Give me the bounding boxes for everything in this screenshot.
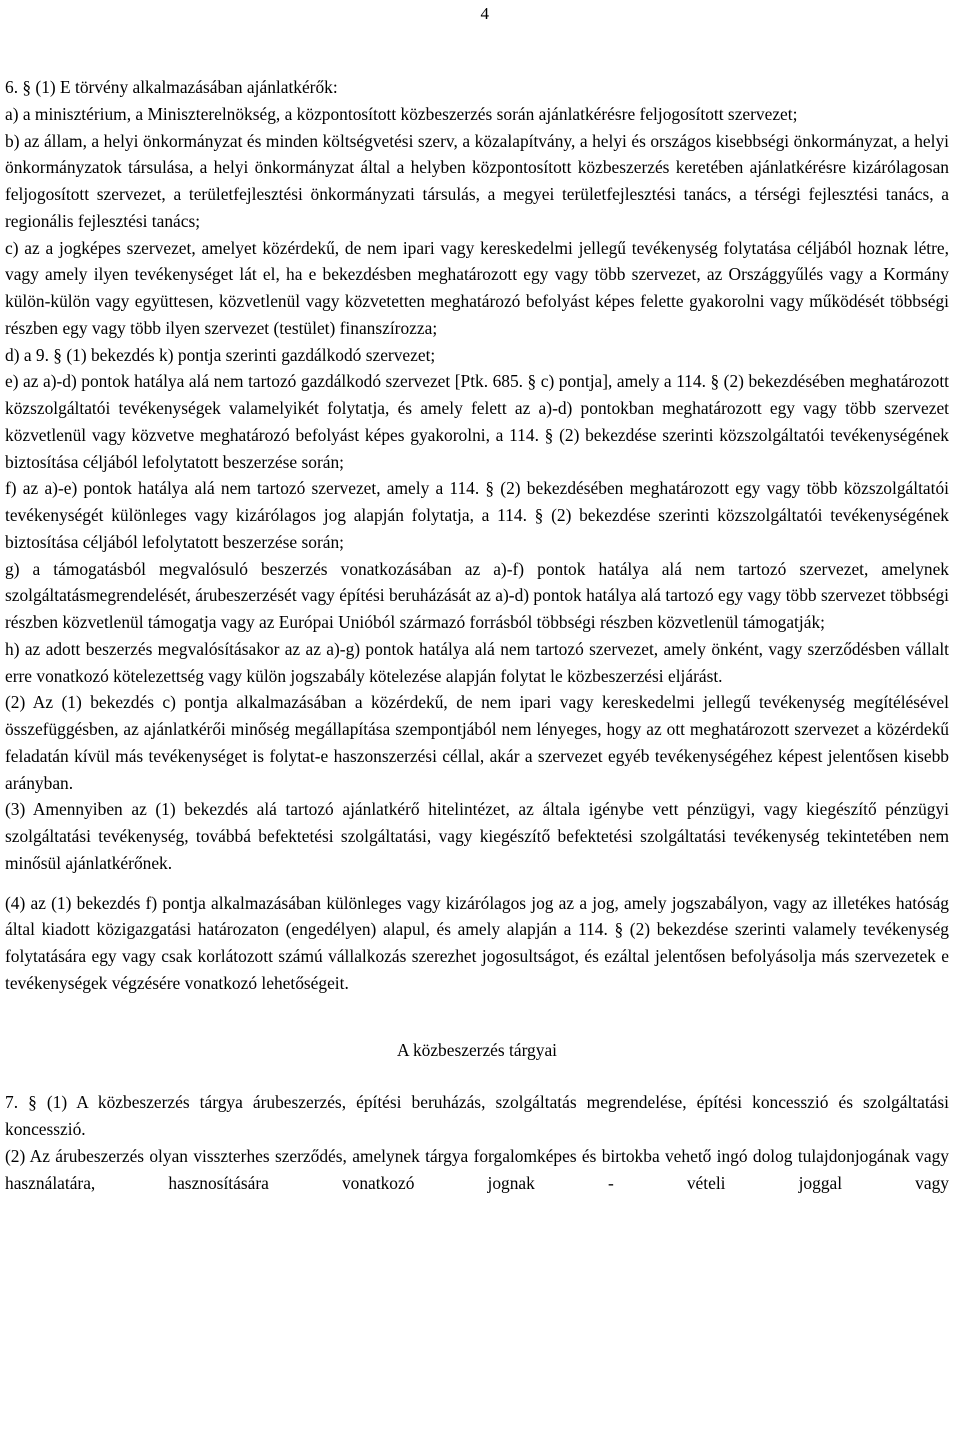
section-6-point-a: a) a minisztérium, a Miniszterelnökség, a központosított közbeszerzés során ajánlatkérésre feljogosított szervezet; bbox=[5, 103, 798, 124]
page-number: 4 bbox=[480, 4, 489, 23]
section-6-point-f: f) az a)-e) pontok hatálya alá nem tartozó szervezet, amely a 114. § (2) bekezdésében meghatározott egy vagy több közszolgáltatói tevékenységét különleges vagy kizárólagos jog alapján folytatja, a 114. § (2) bekezdése szerinti közszolgáltatói tevékenységének biztosítása céljából lefolytatott beszerzése során; bbox=[5, 478, 949, 552]
section-6-point-h: h) az adott beszerzés megvalósításakor az az a)-g) pontok hatálya alá nem tartozó szervezet, amely önként, vagy szerződésben vállalt erre vonatkozó kötelezettség vagy külön jogszabály kötelezése alapján folytat le közbeszerzési eljárást. bbox=[5, 638, 949, 686]
section-7-paragraph-2: (2) Az árubeszerzés olyan visszterhes szerződés, amelynek tárgya forgalomképes és birtokba vehető ingó dolog tulajdonjogának vagy használatára, hasznosítására vonatkozó jognak - vételi joggal vagy bbox=[5, 1145, 949, 1193]
section-6-point-g: g) a támogatásból megvalósuló beszerzés vonatkozásában az a)-f) pontok hatálya alá nem tartozó szervezet, amelynek szolgáltatásmegrendelését, árubeszerzését vagy építési beruházását az a)-d) pontok hatálya alá tartozó egy vagy több szervezet többségi részben közvetlenül támogatja vagy az Európai Unióból származó forrásból többségi részben közvetlenül támogatják; bbox=[5, 558, 949, 632]
section-heading: A közbeszerzés tárgyai bbox=[397, 1039, 557, 1060]
document-body bbox=[5, 74, 949, 1196]
section-6-paragraph-4: (4) az (1) bekezdés f) pontja alkalmazásában különleges vagy kizárólagos jog az a jog, amely jogszabályon, vagy az illetékes hatóság által kiadott közigazgatási határozaton (engedélyen) alapul, és amely alapján a 114. § (2) bekezdése szerinti valamely tevékenység folytatására egy vagy csak korlátozott számú vállalkozás szerezhet jogosultságot, és ezáltal jelentősen befolyásolja más szervezetek e tevékenységek végzésére vonatkozó lehetőségeit. bbox=[5, 892, 949, 993]
section-6-paragraph-3: (3) Amennyiben az (1) bekezdés alá tartozó ajánlatkérő hitelintézet, az általa igénybe vett pénzügyi, vagy kiegészítő pénzügyi szolgáltatási tevékenység, továbbá befektetési szolgáltatási, vagy kiegészítő befektetési szolgáltatási tevékenység tekintetében nem minősül ajánlatkérőnek. bbox=[5, 799, 949, 873]
section-6-intro: 6. § (1) E törvény alkalmazásában ajánlatkérők: bbox=[5, 77, 338, 97]
section-6-paragraph-2: (2) Az (1) bekezdés c) pontja alkalmazásában a közérdekű, de nem ipari vagy kereskedelmi jellegű tevékenység megítélésével összefüggésben, az ajánlatkérői minőség megállapítása szempontjából nem lényeges, hogy az ott meghatározott szervezet a közérdekű feladatán kívül más tevékenységet is folytat-e haszonszerzési céllal, akár a szervezet egyéb tevékenységéhez képest jelentősen kisebb arányban. bbox=[5, 692, 949, 793]
section-6-point-e: e) az a)-d) pontok hatálya alá nem tartozó gazdálkodó szervezet [Ptk. 685. § c) pontja], amely a 114. § (2) bekezdésében meghatározott közszolgáltatói tevékenységek valamelyikét folytatja, és amely felett az a)-d) pontokban meghatározott egy vagy több szervezet közvetlenül vagy közvetve meghatározó befolyást képes gyakorolni, a 114. § (2) bekezdése szerinti közszolgáltatói tevékenységének biztosítása céljából lefolytatott beszerzése során; bbox=[5, 371, 949, 472]
section-6-point-c: c) az a jogképes szervezet, amelyet közérdekű, de nem ipari vagy kereskedelmi jellegű tevékenység folytatása céljából hoznak létre, vagy amely ilyen tevékenységet lát el, ha e bekezdésben meghatározott egy vagy több szervezet, az Országgyűlés vagy a Kormány külön-külön vagy együttesen, közvetlenül vagy közvetetten meghatározó befolyást képes felette gyakorolni vagy működését többségi részben egy vagy több ilyen szervezet (testület) finanszírozza; bbox=[5, 237, 949, 338]
section-7-paragraph-1: 7. § (1) A közbeszerzés tárgya árubeszerzés, építési beruházás, szolgáltatás megrendelése, építési koncesszió és szolgáltatási koncesszió. bbox=[5, 1092, 949, 1139]
section-6-point-d: d) a 9. § (1) bekezdés k) pontja szerinti gazdálkodó szervezet; bbox=[5, 344, 436, 365]
section-6-point-b: b) az állam, a helyi önkormányzat és minden költségvetési szerv, a közalapítvány, a helyi és országos kisebbségi önkormányzat, a helyi önkormányzatok társulása, a helyi önkormányzat által a helyben központosított közbeszerzés keretében ajánlatkérésre kizárólagosan feljogosított szervezet, a területfejlesztési önkormányzati társulás, a megyei területfejlesztési tanács, a térségi fejlesztési tanács, a regionális fejlesztési tanács; bbox=[5, 130, 949, 231]
